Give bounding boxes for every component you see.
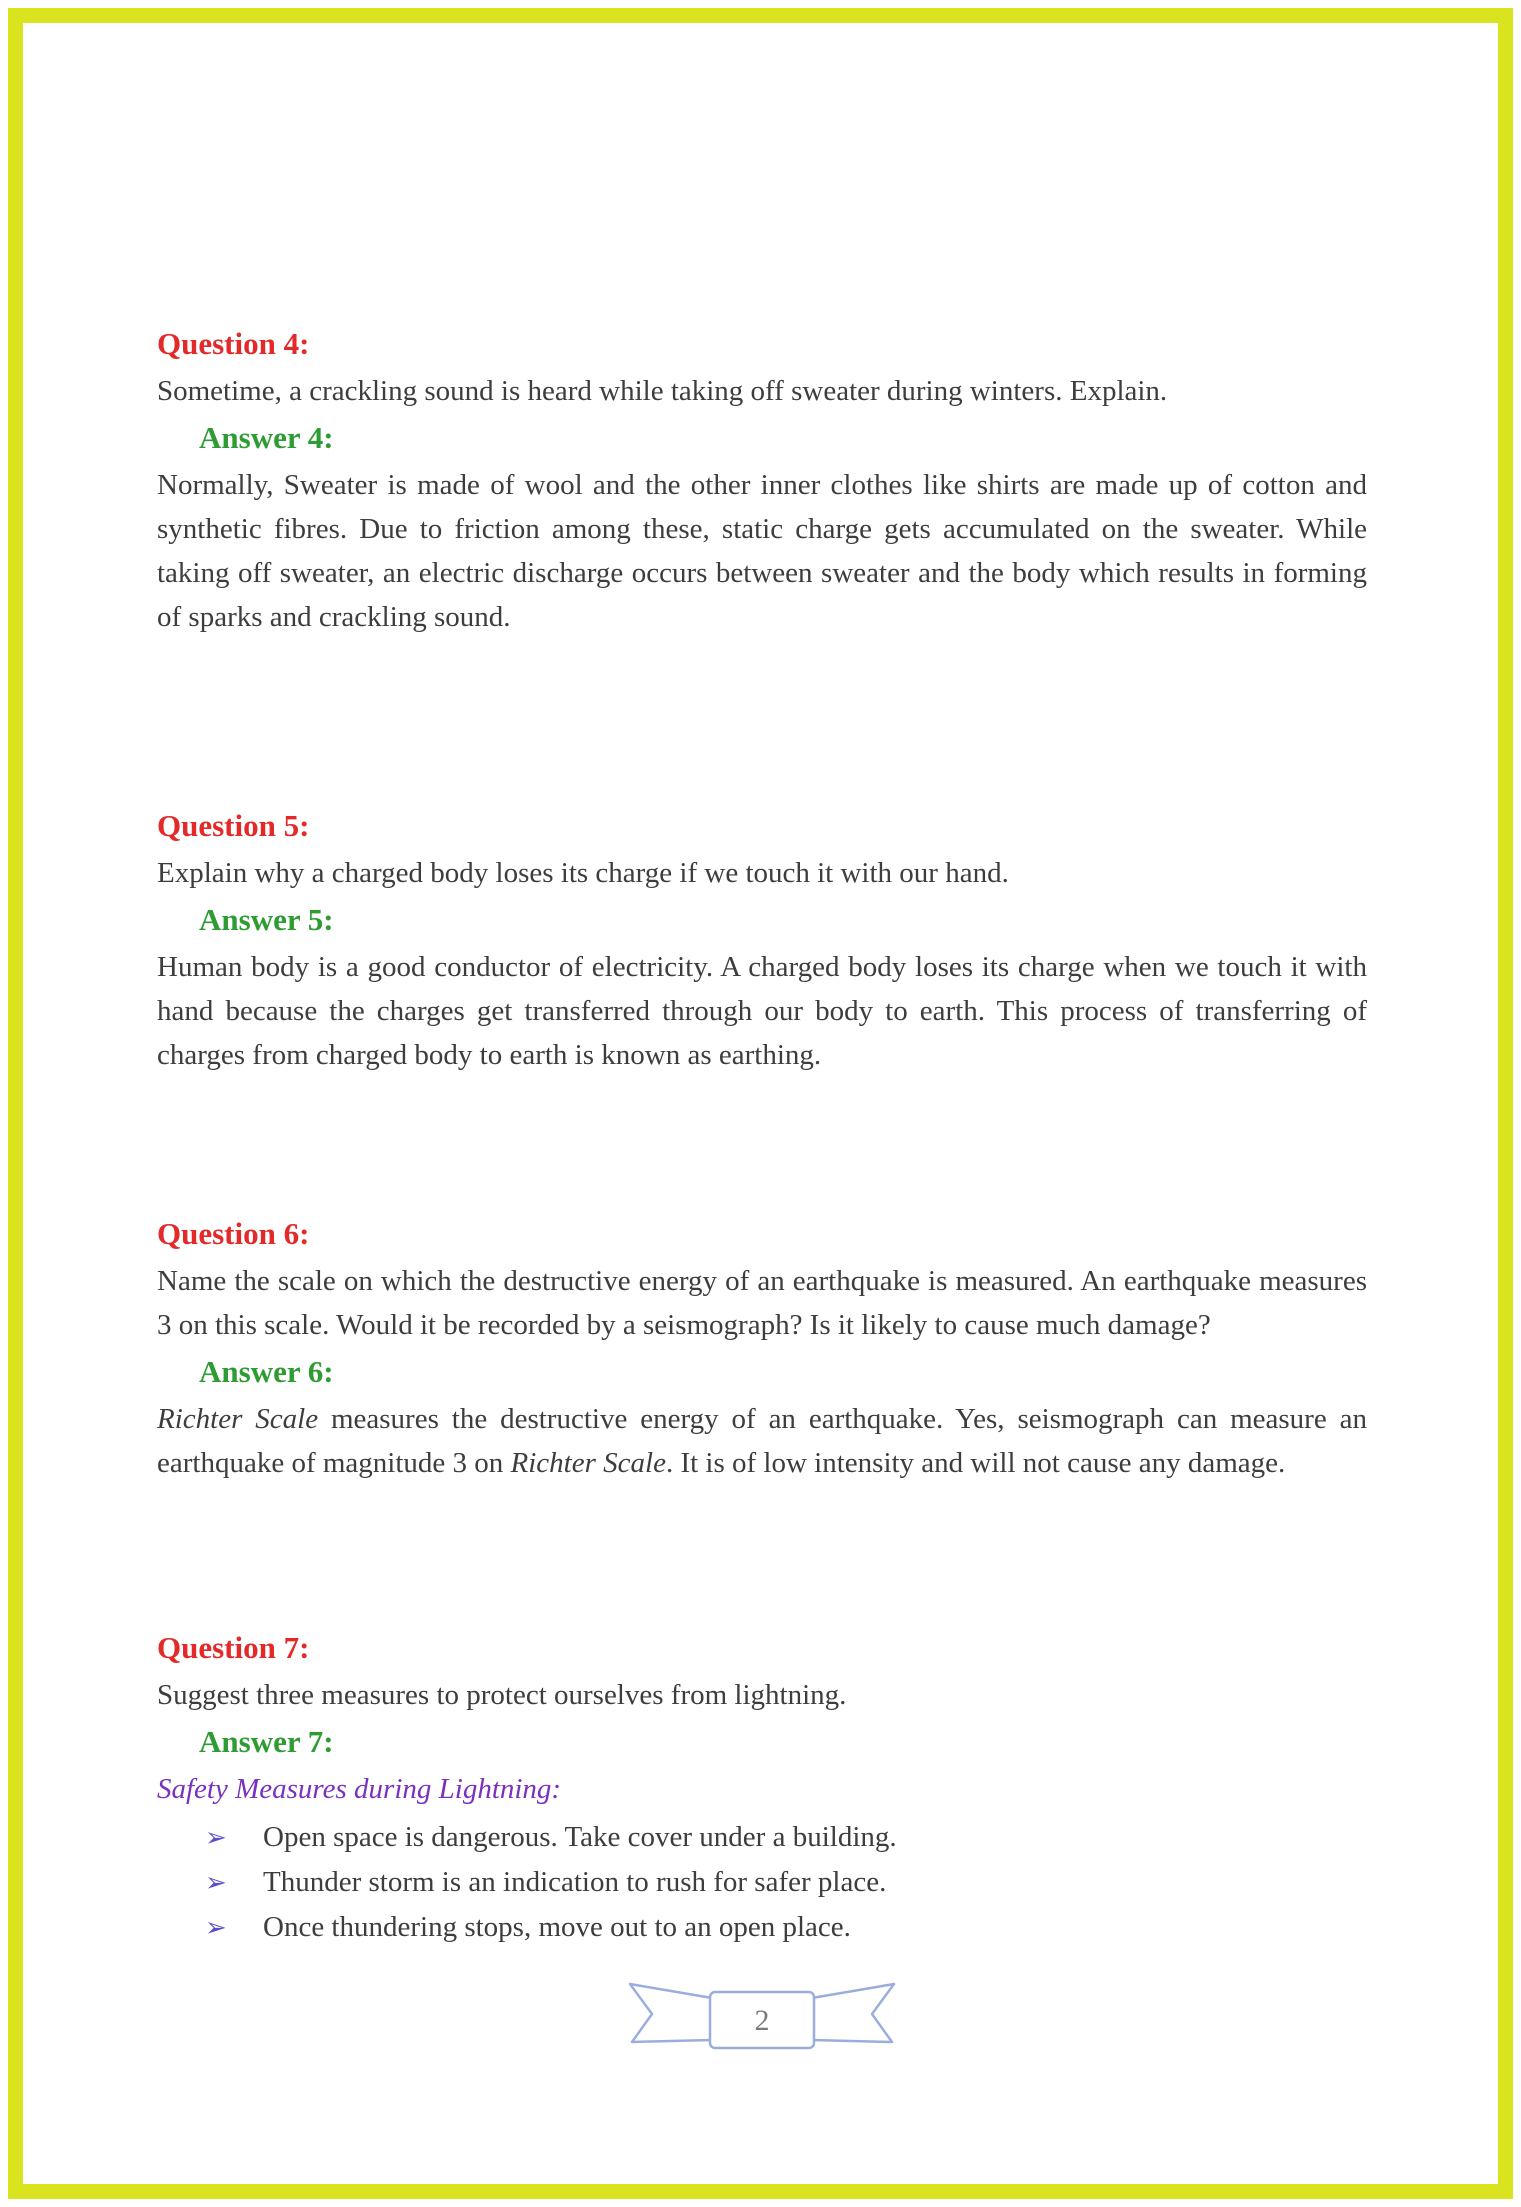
answer-4-heading: Answer 4:: [199, 420, 334, 455]
answer-6-text: [157, 1397, 1367, 1485]
document-page: [157, 23, 1367, 2058]
section-question-5: [157, 805, 1367, 1077]
answer-5-heading: Answer 5:: [199, 902, 334, 937]
answer-6-text-part-2: . It is of low intensity and will not cause any damage.: [665, 1447, 1286, 1479]
question-6-heading: Question 6:: [157, 1216, 310, 1251]
list-item: [205, 1815, 1367, 1860]
section-question-7: [157, 1627, 1367, 1950]
page-number: 2: [754, 2004, 770, 2037]
section-question-6: [157, 1213, 1367, 1485]
answer-5-text: Human body is a good conductor of electricity. A charged body loses its charge when we touch it with hand because the charges get transferred through our body to earth. This process of transferring of charges from charged body to earth is known as earthing.: [157, 951, 1367, 1071]
safety-measures-subheading: Safety Measures during Lightning:: [157, 1773, 562, 1805]
question-6-text: Name the scale on which the destructive energy of an earthquake is measured. An earthquake measures 3 on this scale. Would it be recorded by a seismograph? Is it likely to cause much damage?: [157, 1265, 1367, 1341]
list-item-text: Thunder storm is an indication to rush for safer place.: [263, 1866, 887, 1898]
question-7-heading: Question 7:: [157, 1630, 310, 1665]
list-item: [205, 1860, 1367, 1905]
question-7-text: Suggest three measures to protect ourselves from lightning.: [157, 1679, 847, 1711]
answer-7-heading: Answer 7:: [199, 1724, 334, 1759]
arrow-bullet-icon: ➢: [205, 1913, 227, 1943]
list-item-text: Open space is dangerous. Take cover under a building.: [263, 1821, 897, 1853]
section-question-4: [157, 323, 1367, 639]
list-item: [205, 1905, 1367, 1950]
answer-6-heading: Answer 6:: [199, 1354, 334, 1389]
question-5-heading: Question 5:: [157, 808, 310, 843]
page-footer: [157, 1980, 1367, 2058]
answer-4-text: Normally, Sweater is made of wool and the other inner clothes like shirts are made up of cotton and synthetic fibres. Due to friction among these, static charge gets accumulated on the sweater. While taking off sweater, an electric discharge occurs between sweater and the body which results in forming of sparks and crackling sound.: [157, 469, 1367, 633]
list-item-text: Once thundering stops, move out to an open place.: [263, 1911, 851, 1943]
richter-scale-term: Richter Scale: [157, 1403, 319, 1435]
question-4-heading: Question 4:: [157, 326, 310, 361]
page-number-ribbon: [622, 1980, 902, 2058]
page-border-frame: [8, 8, 1513, 2199]
richter-scale-term: Richter Scale: [510, 1447, 666, 1479]
question-4-text: Sometime, a crackling sound is heard while taking off sweater during winters. Explain.: [157, 375, 1168, 407]
question-5-text: Explain why a charged body loses its charge if we touch it with our hand.: [157, 857, 1009, 889]
arrow-bullet-icon: ➢: [205, 1823, 227, 1853]
arrow-bullet-icon: ➢: [205, 1868, 227, 1898]
answer-6-text-part-1: measures the destructive energy of an earthquake. Yes, seismograph can measure an earthquake of magnitude 3 on: [157, 1403, 1367, 1479]
